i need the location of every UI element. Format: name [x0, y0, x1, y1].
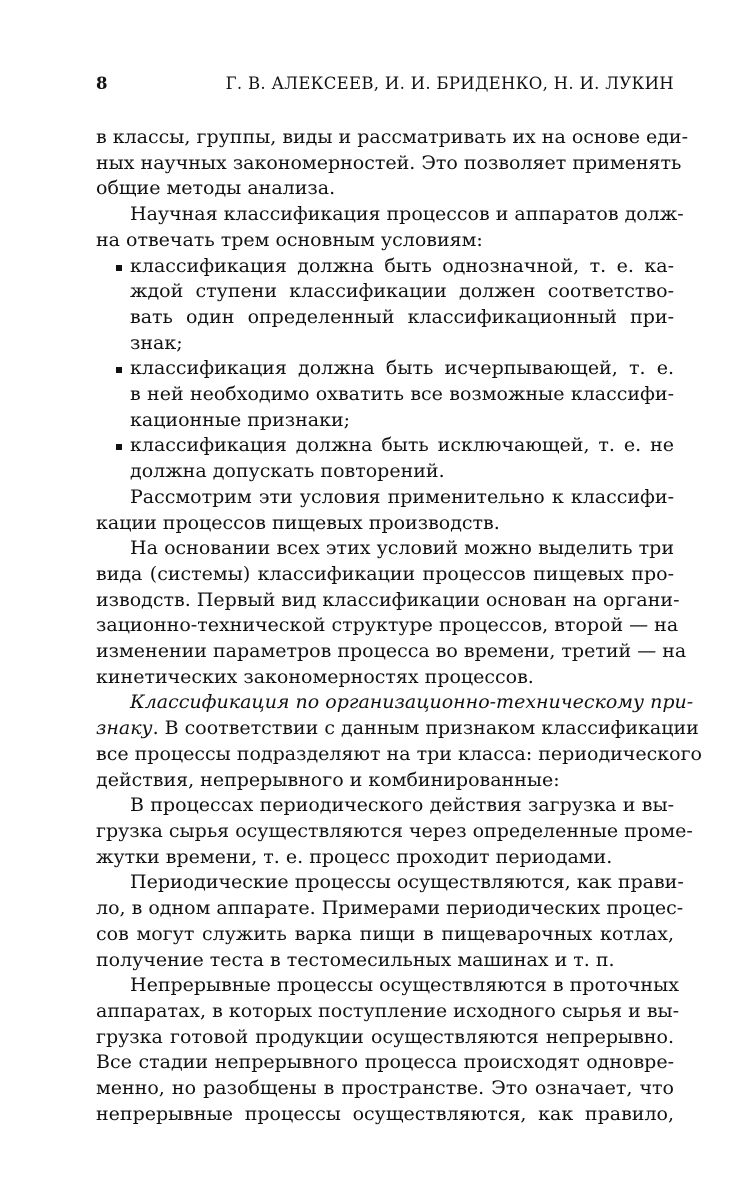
running-head	[96, 74, 674, 94]
text-line: ных научных закономерностей. Это позволяет применять	[96, 151, 682, 174]
text-line: сов могут служить варка пищи в пищеварочных котлах,	[96, 922, 674, 945]
text-line: зационно-технической структуре процессов, второй — на	[96, 614, 679, 637]
text-line: вать один определенный классификационный при-	[130, 305, 674, 328]
text-line	[96, 716, 699, 742]
text-line: Периодические процессы осуществляются, как прави-	[130, 871, 684, 894]
paragraph	[96, 485, 674, 536]
list-item-text: классификация должна быть исключающей, т. е. не	[130, 434, 674, 457]
text-line: менно, но разобщены в пространстве. Это означает, что	[96, 1077, 674, 1100]
text-line: все процессы подразделяют на три класса: периодического	[96, 742, 702, 765]
bullet-icon	[116, 444, 122, 450]
text-line: кационные признаки;	[130, 408, 351, 431]
text-run: . В соответствии с данным признаком классификации	[152, 717, 699, 740]
text-line: ждой ступени классификации должен соответство-	[130, 280, 674, 303]
running-head-authors: Г. В. АЛЕКСЕЕВ, И. И. БРИДЕНКО, Н. И. ЛУКИН	[225, 74, 674, 93]
text-line: действия, непрерывного и комбинированные:	[96, 768, 560, 791]
text-line: изводств. Первый вид классификации основан на органи-	[96, 588, 680, 611]
paragraph	[96, 125, 689, 202]
text-line: непрерывные процессы осуществляются, как правило,	[96, 1102, 674, 1125]
text-line: Непрерывные процессы осуществляются в проточных	[130, 974, 679, 997]
text-line: аппаратах, в которых поступление исходного сырья и вы-	[96, 999, 680, 1022]
text-line: получение теста в тестомесильных машинах и т. п.	[96, 948, 615, 971]
text-line: Все стадии непрерывного процесса происходят одновре-	[96, 1051, 674, 1074]
paragraph	[96, 690, 702, 793]
text-line: в ней необходимо охватить все возможные классифи-	[130, 383, 674, 406]
section-lead: знаку	[96, 717, 153, 740]
text-line: кинетических закономерностях процессов.	[96, 665, 534, 688]
text-line: общие методы анализа.	[96, 177, 336, 200]
text-line: в классы, группы, виды и рассматривать их на основе еди-	[96, 126, 689, 148]
text-line: В процессах периодического действия загрузка и вы-	[130, 794, 674, 817]
body-text	[96, 125, 702, 1127]
text-line: Научная классификация процессов и аппаратов долж-	[130, 203, 684, 226]
list-item-text: классификация должна быть однозначной, т. е. ка-	[130, 254, 674, 277]
text-line	[96, 254, 674, 280]
text-line: вида (системы) классификации процессов пищевых про-	[96, 562, 674, 585]
list-item	[96, 433, 674, 484]
paragraph	[96, 870, 684, 973]
list-item	[96, 356, 674, 433]
paragraph	[96, 973, 680, 1127]
text-line: ло, в одном аппарате. Примерами периодических процес-	[96, 897, 684, 920]
paragraph	[96, 202, 684, 253]
text-line: кации процессов пищевых производств.	[96, 511, 500, 534]
text-line: На основании всех этих условий можно выделить три	[130, 537, 674, 560]
bullet-icon	[116, 265, 122, 271]
text-line	[96, 356, 674, 382]
text-line: изменении параметров процесса во времени, третий — на	[96, 640, 687, 663]
list-item	[96, 254, 674, 357]
list-item-text: классификация должна быть исчерпывающей, т. е.	[130, 357, 674, 380]
text-line: на отвечать трем основным условиям:	[96, 228, 483, 251]
text-line: грузка готовой продукции осуществляются непрерывно.	[96, 1025, 674, 1048]
text-line: грузка сырья осуществляются через определенные проме-	[96, 819, 693, 842]
text-line: жутки времени, т. е. процесс проходит периодами.	[96, 845, 613, 868]
paragraph	[96, 793, 693, 870]
bullet-icon	[116, 367, 122, 373]
paragraph	[96, 536, 687, 690]
text-line: должна допускать повторений.	[130, 460, 445, 483]
page-number: 8	[96, 74, 108, 93]
section-lead: Классификация по организационно-техническому при-	[130, 691, 694, 714]
text-line: Рассмотрим эти условия применительно к классифи-	[130, 485, 674, 508]
text-line	[96, 433, 674, 459]
text-line: знак;	[130, 331, 183, 354]
